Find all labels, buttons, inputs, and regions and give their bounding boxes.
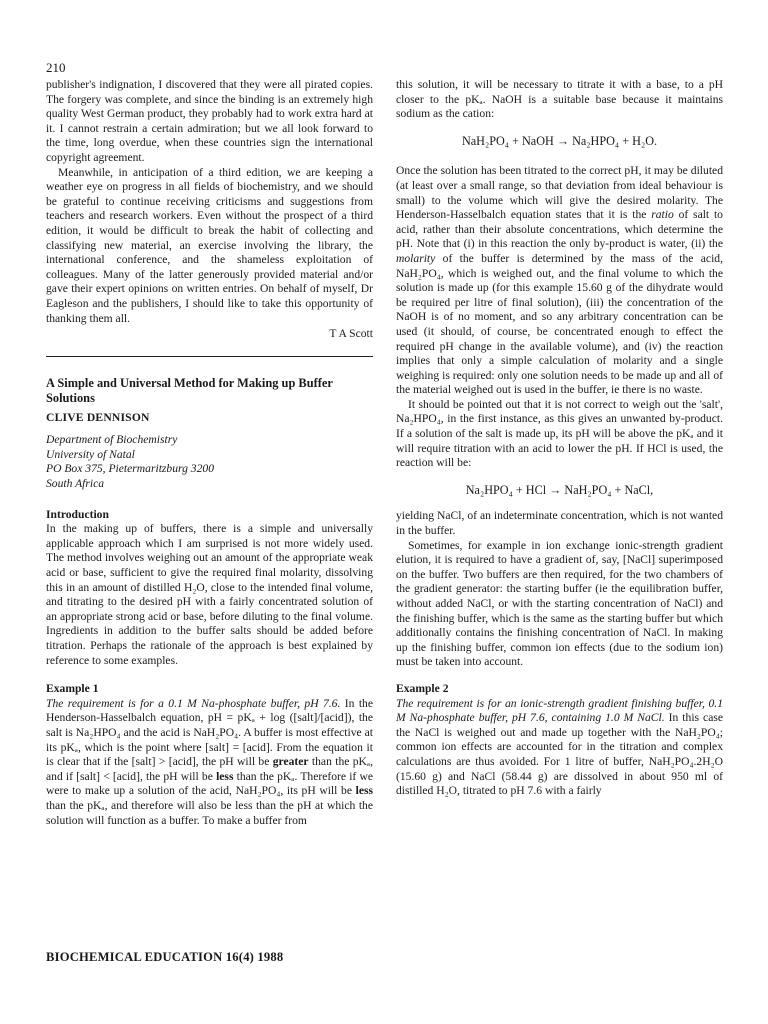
page-number: 210 bbox=[46, 60, 66, 75]
signature: T A Scott bbox=[329, 327, 373, 341]
paragraph: yielding NaCl, of an indeterminate concentration, which is not wanted in the buffer. bbox=[396, 509, 723, 538]
paragraph: Once the solution has been titrated to the correct pH, it may be diluted (at least over a small range, so that deviation from ideal behaviour is small) to the volume which will give the desired molarity. The Henderson-Hasselbalch equation states that it is the ratio of salt to acid, rather than their absolute concentrations, which determine the pH. Note that (i) in this reaction the only by-product is water, (ii) the molarity of the buffer is determined by the mass of the acid, NaH₂PO₄, which is weighed out, and the final volume to which the solution is made up (for this example 15.60 g of the dihydrate would be required per litre of final solution), (iii) the concentration of the NaOH is of no moment, and so any arbitrary concentration can be used (it should, of course, be concentrated enough to effect the required pH change in the available volume), and (iv) the reaction implies that only a simple calculation of molarity and a single weighing is required: only one solution needs to be made up and all of the material weighed out is used in the buffer, ie there is no waste. bbox=[396, 164, 723, 397]
section-divider bbox=[46, 356, 373, 357]
paragraph: In the making up of buffers, there is a simple and universally applicable approach which I am surprised is not more widely used. The method involves weighing out an amount of the appropriate weak acid or base, sufficient to give the required final molarity, dissolving this in an amount of distilled H₂O, close to the intended final volume, and titrating to the desired pH with a fairly concentrated solution of an appropriate strong acid or base, before diluting to the final volume. Ingredients in addition to the buffer salts should be added before titration. Perhaps the rationale of the approach is best explained by reference to some examples. bbox=[46, 522, 373, 667]
journal-footer: BIOCHEMICAL EDUCATION 16(4) 1988 bbox=[46, 950, 284, 964]
author-affiliation bbox=[46, 433, 373, 491]
author-name: CLIVE DENNISON bbox=[46, 410, 150, 424]
affiliation-line: PO Box 375, Pietermaritzburg 3200 bbox=[46, 462, 214, 476]
paragraph: The requirement is for a 0.1 M Na-phosphate buffer, pH 7.6. In the Henderson-Hasselbalch equation, pH = pKₐ + log ([salt]/[acid]), the salt is Na₂HPO₄ and the acid is NaH₂PO₄. A buffer is most effective at its pKₐ, which is the point where [salt] = [acid]. From the equation it is clear that if the [salt] > [acid], the pH will be greater than the pKₐ, and if [salt] < [acid], the pH will be less than the pKₐ. Therefore if we were to make up a solution of the acid, NaH₂PO₄, its pH will be less than the pKₐ, and therefore will also be less than the pH at which the solution will function as a buffer. To make a buffer from bbox=[46, 696, 374, 827]
section-heading-example-1: Example 1 bbox=[46, 682, 99, 696]
paragraph: Sometimes, for example in ion exchange ionic-strength gradient elution, it is required to have a gradient of, say, [NaCl] superimposed on the buffer. Two buffers are then required, for the two chambers of the gradient generator: the starting buffer (ie the equilibration buffer, without added NaCl, or with the starting concentration of NaCl) and the finishing buffer, which is the same as the starting buffer but which additionally contains the finishing concentration of NaCl. In making up the finishing buffer, common ion effects (due to the sodium ion) must be taken into account. bbox=[396, 538, 723, 669]
left-column bbox=[46, 78, 373, 828]
paragraph: Meanwhile, in anticipation of a third edition, we are keeping a weather eye on progress in all fields of biochemistry, and we should be grateful to continue receiving criticisms and suggestions from teachers and research workers. Even without the prospect of a third edition, it would be difficult to break the habit of collecting and classifying new material, an exercise involving the library, the international conference, and the shameless exploitation of colleagues. Many of the latter generously provided material and/or gave their expert opinions on written entries. On behalf of myself, Dr Eagleson and the publishers, I should like to take this opportunity of thanking them all. bbox=[46, 165, 373, 325]
section-heading-introduction: Introduction bbox=[46, 507, 109, 521]
equation: NaH₂PO₄ + NaOH → Na₂HPO₄ + H₂O. bbox=[461, 133, 658, 148]
paragraph: this solution, it will be necessary to titrate it with a base, to a pH closer to the pKₐ. NaOH is a suitable base because it maintains sodium as the cation: bbox=[396, 78, 723, 121]
paragraph: The requirement is for an ionic-strength gradient finishing buffer, 0.1 M Na-phosphate buffer, pH 7.6, containing 1.0 M NaCl. In this case the NaCl is weighed out and made up together with the NaH₂PO₄; common ion effects are accounted for in the titration and complex calculations are thus avoided. For 1 litre of buffer, NaH₂PO₄.2H₂O (15.60 g) and NaCl (58.44 g) are dissolved in about 950 ml of distilled H₂O, titrated to pH 7.6 with a fairly bbox=[396, 696, 723, 798]
article-title: A Simple and Universal Method for Making up Buffer Solutions bbox=[46, 375, 333, 405]
paragraph: It should be pointed out that it is not correct to weigh out the 'salt', Na₂HPO₄, in the first instance, as this gives an unwanted by-product. If a solution of the salt is made up, its pH will be above the pKₐ and it will require titration with an acid to lower the pH. If HCl is used, the reaction will be: bbox=[396, 397, 723, 470]
affiliation-line: South Africa bbox=[46, 477, 105, 491]
requirement-statement: The requirement is for an ionic-strength gradient finishing buffer, 0.1 M Na-phosphate buffer, pH 7.6, containing 1.0 M NaCl. bbox=[396, 696, 723, 725]
equation: Na₂HPO₄ + HCl → NaH₂PO₄ + NaCl, bbox=[465, 482, 654, 497]
requirement-statement: The requirement is for a 0.1 M Na-phosphate buffer, pH 7.6. bbox=[46, 696, 341, 710]
section-heading-example-2: Example 2 bbox=[396, 681, 449, 695]
affiliation-line: University of Natal bbox=[46, 447, 135, 461]
right-column bbox=[396, 78, 723, 799]
paragraph: publisher's indignation, I discovered that they were all pirated copies. The forgery was complete, and since the binding is an extremely high quality West German product, they probably had to work extra hard at it. I cannot restrain a certain admiration; but we all look forward to the time, long overdue, when these countries sign the international copyright agreement. bbox=[46, 78, 373, 164]
affiliation-line: Department of Biochemistry bbox=[46, 433, 178, 447]
